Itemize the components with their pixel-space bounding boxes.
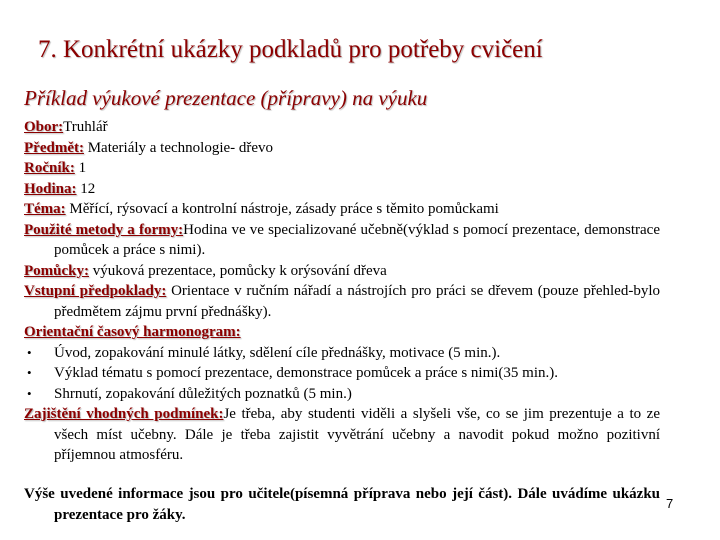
list-item bbox=[24, 343, 660, 364]
field-label: Zajištění vhodných podmínek: bbox=[24, 406, 224, 422]
page-number: 7 bbox=[666, 496, 674, 511]
field-value: Hodina ve ve specializované učebně(výklad s pomocí prezentace, demonstrace pomůcek a práce s nimi). bbox=[54, 221, 660, 258]
field-label: Pomůcky: bbox=[24, 262, 89, 279]
field-metody bbox=[24, 220, 660, 261]
field-obor bbox=[24, 117, 660, 138]
list-item-text: Úvod, zopakování minulé látky, sdělení cíle přednášky, motivace (5 min.). bbox=[54, 344, 501, 361]
bullet-icon: • bbox=[27, 344, 32, 360]
field-value: 1 bbox=[74, 160, 87, 176]
list-item-text: Shrnutí, zopakování důležitých poznatků (5 min.) bbox=[54, 385, 352, 402]
field-label: Ročník: bbox=[24, 160, 75, 176]
field-label: Orientační časový harmonogram: bbox=[24, 324, 241, 340]
field-value: výuková prezentace, pomůcky k orýsování dřeva bbox=[89, 262, 387, 279]
field-value: Truhlář bbox=[63, 119, 108, 135]
field-harmonogram bbox=[24, 322, 660, 343]
field-rocnik bbox=[24, 158, 660, 179]
slide-title: 7. Konkrétní ukázky podkladů pro potřeby cvičení bbox=[38, 36, 543, 63]
field-podminky bbox=[24, 404, 660, 466]
field-pomucky bbox=[24, 261, 660, 282]
field-value: Měřící, rýsovací a kontrolní nástroje, zásady práce s těmito pomůckami bbox=[65, 201, 499, 217]
field-label: Hodina: bbox=[24, 180, 77, 197]
field-label: Použité metody a formy: bbox=[24, 221, 184, 238]
slide-subtitle: Příklad výukové prezentace (přípravy) na výuku bbox=[24, 86, 428, 110]
field-value: 12 bbox=[76, 180, 96, 197]
bullet-icon: • bbox=[27, 385, 32, 401]
list-item-text: Výklad tématu s pomocí prezentace, demonstrace pomůcek a práce s nimi(35 min.). bbox=[54, 365, 558, 381]
field-tema bbox=[24, 199, 660, 220]
field-label: Téma: bbox=[24, 201, 66, 217]
slide-content bbox=[24, 117, 660, 466]
field-value: Materiály a technologie- dřevo bbox=[83, 139, 274, 156]
field-value: Orientace v ručním nářadí a nástrojích pro práci se dřevem (pouze přehled-bylo předmětem zájmu první přednášky). bbox=[54, 283, 660, 320]
field-label: Předmět: bbox=[24, 139, 84, 156]
footer-note: Výše uvedené informace jsou pro učitele(písemná příprava nebo její část). Dále uvádíme ukázku prezentace pro žáky. bbox=[24, 486, 660, 523]
field-value: Je třeba, aby studenti viděli a slyšeli vše, co se jim prezentuje a to ze všech míst učebny. Dále je třeba zajistit vyvětrání učebny a navodit pokud možno pozitivní příjemnou atmosféru. bbox=[54, 406, 660, 463]
field-hodina bbox=[24, 179, 660, 200]
list-item bbox=[24, 384, 660, 405]
field-predpoklady bbox=[24, 281, 660, 322]
bullet-icon: • bbox=[27, 365, 32, 380]
field-predmet bbox=[24, 138, 660, 159]
list-item bbox=[24, 363, 660, 384]
field-label: Obor: bbox=[24, 119, 64, 135]
field-label: Vstupní předpoklady: bbox=[24, 283, 167, 299]
